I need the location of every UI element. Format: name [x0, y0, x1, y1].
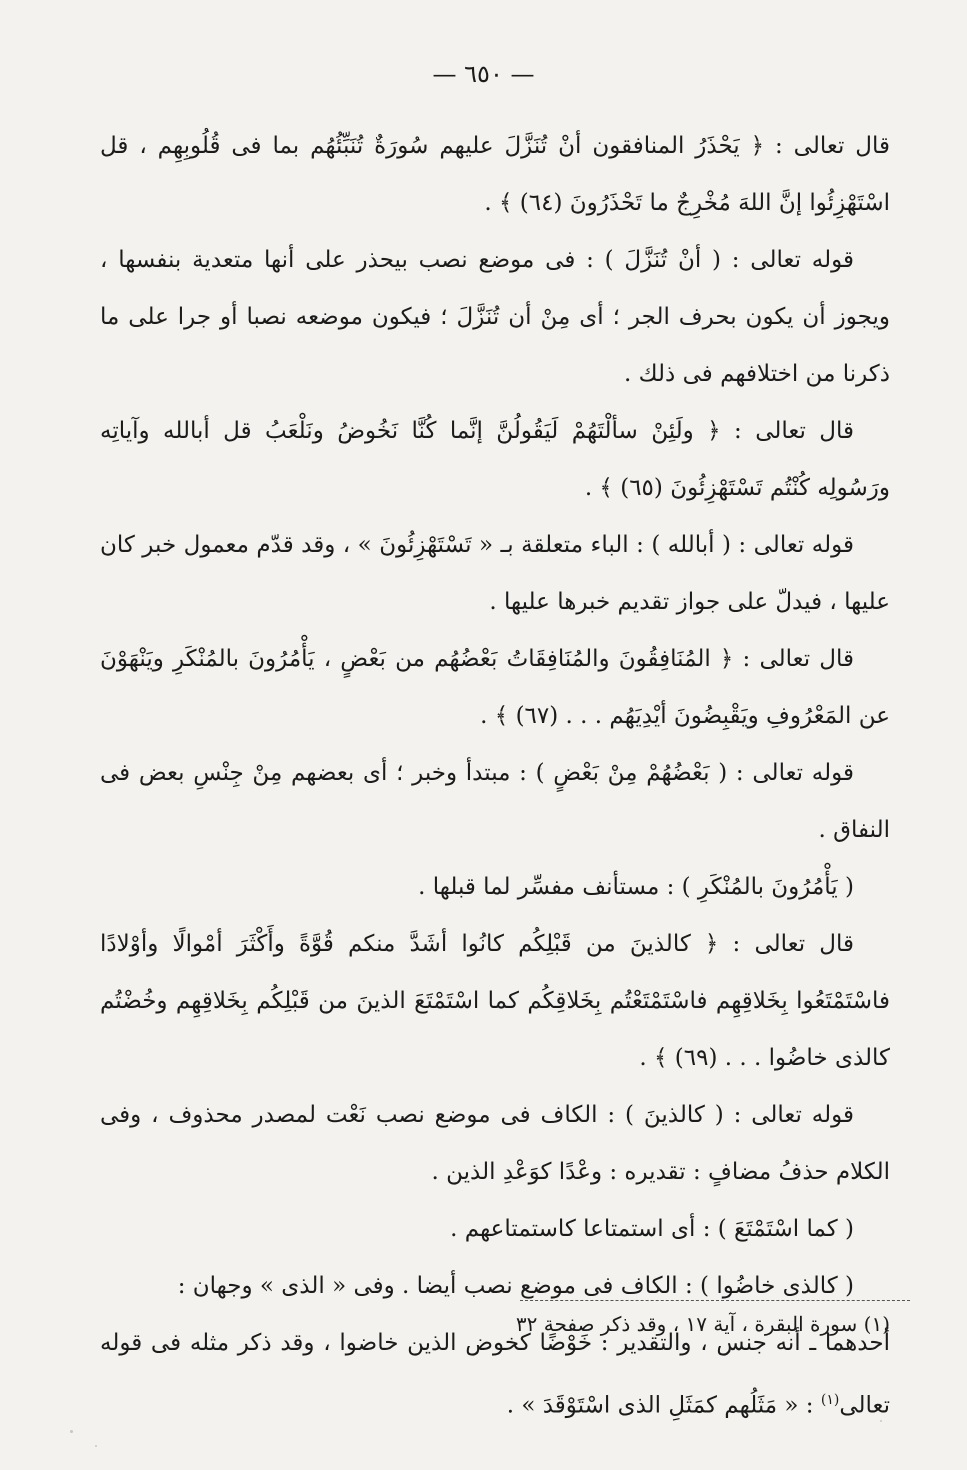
footnote-divider	[520, 1300, 910, 1301]
footnote: (١) سورة البقرة ، آية ١٧ ، وقد ذكر صفحة ٣٢	[515, 1312, 890, 1336]
paragraph-verse-65: قال تعالى : ﴿ ولَئِنْ سألْتَهُمْ لَيَقُولُنَّ إنَّما كُنَّا نَخُوضُ ونَلْعَبُ قل أبالله وآياتِه ورَسُولِه كُنْتُم تَسْتَهْزِئُونَ (٦٥) ﴾ .	[100, 418, 890, 501]
page-body	[100, 118, 890, 1435]
paragraph-commentary-69-c: ( كالذى خاضُوا ) : الكاف فى موضع نصب أيضا . وفى « الذى » وجهان :	[177, 1273, 854, 1299]
paragraph-text-after-note: : « مَثَلُهم كمَثَلِ الذى اسْتَوْقَدَ » .	[506, 1392, 814, 1419]
paragraph-commentary-69-b: ( كما اسْتَمْتَعَ ) : أى استمتاعا كاستمتاعهم .	[450, 1216, 854, 1242]
paragraph-verse-69: قال تعالى : ﴿ كالذينَ من قَبْلِكُم كانُوا أشَدَّ منكم قُوَّةً وأَكْثَرَ أمْوالًا وأوْلادًا فاسْتَمْتَعُوا بِخَلاقِهِم فاسْتَمْتَعْتُم بِخَلاقِكُم كما اسْتَمْتَعَ الذينَ من قَبْلِكُم بِخَلاقِهِم وخُضْتُم كالذى خاضُوا . . . (٦٩) ﴾ .	[100, 931, 890, 1071]
scan-speck	[540, 768, 542, 770]
footnote-marker[interactable]: (١)	[820, 1392, 840, 1408]
paragraph-text-before-note: أحدهما ـ أنه جنس ، والتقدير : خَوْضًا كخوض الذين خاضوا ، وقد ذكر مثله فى قوله تعالى	[100, 1330, 890, 1419]
scan-speck	[95, 1445, 97, 1447]
paragraph-commentary-69-a: قوله تعالى : ( كالذينَ ) : الكاف فى موضع نصب نَعْت لمصدر محذوف ، وفى الكلام حذفُ مضافٍ : تقديره : وعْدًا كوَعْدِ الذين .	[100, 1102, 890, 1185]
scan-speck	[70, 1430, 73, 1433]
paragraph-commentary-65: قوله تعالى : ( أبالله ) : الباء متعلقة بـ « تَسْتَهْزِئُونَ » ، وقد قدّم معمول خبر كان عليها ، فيدلّ على جواز تقديم خبرها عليها .	[100, 532, 890, 615]
scan-speck	[880, 1420, 882, 1422]
paragraph-commentary-64: قوله تعالى : ( أنْ تُنَزَّلَ ) : فى موضع نصب بيحذر على أنها متعدية بنفسها ، ويجوز أن يكون بحرف الجر ؛ أى مِنْ أن تُنَزَّلَ ؛ فيكون موضعه نصبا أو جرا على ما ذكرنا من اختلافهم فى ذلك .	[100, 247, 890, 387]
paragraph-verse-67: قال تعالى : ﴿ المُنَافِقُونَ والمُنَافِقَاتُ بَعْضُهُم من بَعْضٍ ، يَأْمُرُونَ بالمُنْكَرِ ويَنْهَوْنَ عن المَعْرُوفِ ويَقْبِضُونَ أيْدِيَهُم . . . (٦٧) ﴾ .	[100, 646, 890, 729]
paragraph-verse-64: قال تعالى : ﴿ يَحْذَرُ المنافقون أنْ تُنَزَّلَ عليهم سُورَةٌ تُنَبِّئُهُم بما فى قُلُوبِهِم ، قل اسْتَهْزِئُوا إنَّ اللهَ مُخْرِجٌ ما تَحْذَرُونَ (٦٤) ﴾ .	[100, 133, 890, 216]
paragraph-commentary-67-a: قوله تعالى : ( بَعْضُهُمْ مِنْ بَعْضٍ ) : مبتدأ وخبر ؛ أى بعضهم مِنْ جِنْسِ بعض فى النفاق .	[100, 760, 890, 843]
paragraph-commentary-67-b: ( يَأْمُرُونَ بالمُنْكَرِ ) : مستأنف مفسِّر لما قبلها .	[418, 874, 854, 900]
page-number: — ٦٥٠ —	[432, 60, 535, 88]
